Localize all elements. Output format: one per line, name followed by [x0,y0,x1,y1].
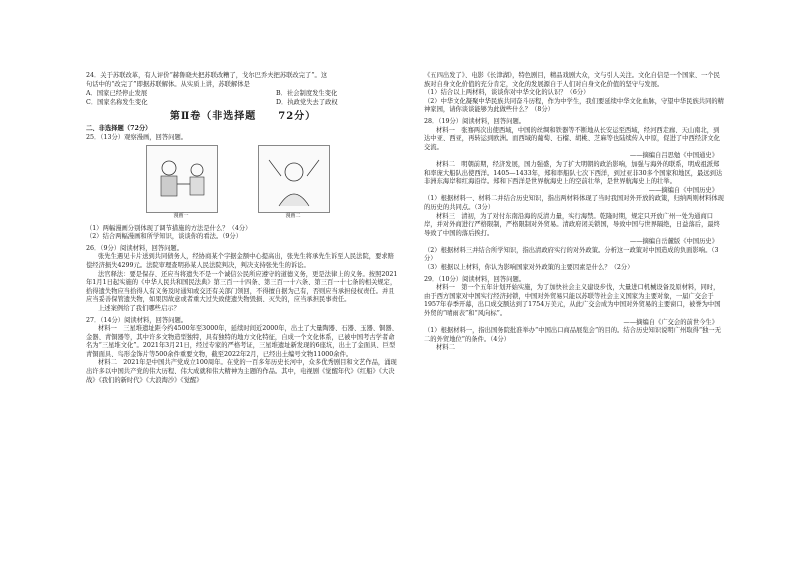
q27-question-1: （1）结合以上两材料，谈谈你对中华文化的认识？（6分） [424,89,590,97]
cartoon-1-image [146,145,218,213]
q26-question: 上述案例给了我们哪些启示？ [98,304,180,312]
q27-material-2-continued: 《五四出发了》、电影《长津湖》，特色剧目，精品戏剧大众，文与引人关注。文化自信是一个国家、一个民族对自身文化价值的充分肯定，文化的发展源自于人们对自身文化价值的坚守与发展。 [424,72,720,88]
cartoon-2-image [258,145,330,213]
q26-stem: 26．（9分）阅读材料，回答问题。 [86,244,184,252]
cartoon-area [86,145,400,223]
q28-material-1: 材料一 张骞两次出使西域，中国的丝绸和铁器等不断地从长安运至西域，经河西走廊、天山南北，到达中亚、西亚，再转运到欧洲。而西域的葡萄、石榴、胡桃、芝麻等也陆续传入中原，促进了中西经济文化交流。 [424,126,720,151]
q29-question-1: （1）根据材料一，指出国务院批准举办“中国出口商品展览会”的目的。结合历史知识说明广州取得“独一无二的外贸地位”的条件。（4分） [424,327,722,343]
right-column [424,72,724,353]
q28-material-2: 材料二 明朝前期，经济发展，国力强盛，为了扩大明朝的政治影响，加强与海外的联系，明成祖派郑和率庞大船队出使西洋。1405—1433年，郑和率船队七次下西洋，到过亚非30多个国家和地区，最远到达非洲东海岸和红海沿岸。郑和下西洋是世界航海史上的空前壮举，是世界航海史上的壮举。 [424,160,723,186]
q28-material-1-source: ——摘编自吕思勉《中国通史》 [629,152,718,160]
q25-question-2: （2）结合两幅漫画和所学知识，谈谈你的看法。（9分） [86,233,242,241]
q28-question-2: （2）根据材料三并结合所学知识，指出清政府实行的对外政策。分析这一政策对中国造成的负面影响。（3分） [424,246,719,263]
q27-material-2: 材料二 2021年是中国共产党成立100周年。在党的一百多年历史长河中，众多优秀剧目和文艺作品，涌现出许多以中国共产党的伟大历程、伟大成就和伟大精神为主题的作品。其中，电视剧《觉醒年代》《红船》《大决战》《我们的新时代》《大浪淘沙》《觉醒》 [86,359,397,384]
q27-question-2: （2）中华文化凝聚中华民族共同奋斗历程，作为中学生，我们要延续中华文化血脉，守望中华民族共同的精神家园，请你谈谈能够为此做些什么？（8分） [424,97,724,114]
q24-option-a: A．国家已经停止发展 [86,90,148,98]
q24-stem: 24．关于苏联改革，有人评价“赫鲁晓夫把苏联改糟了，戈尔巴乔夫把苏联改完了”。这 句话中的“改完了”即据苏联解体。从实质上讲，苏联解体是 [86,72,328,88]
q29-material-1-source: ——摘编自《广交会的前世今生》 [623,318,718,326]
q26-paragraph-2: 法官释法：要是保存、还应当将遗失不是一个诚信公民所应遵守的道德义务，更是法律上的义务。按照2021年1月1日起实施的《中华人民共和国民法典》第三百一十四条、第三百一十六条、第三百一十七条的相关规定，拾得遗失物应当拾得人有义务及时通知或交还有关部门领回，不得擅自据为己有，否则应当承担侵权责任。并且应当妥善保管遗失物，如果因故意或者重大过失致使遗失物毁损、灭失的，应当承担民事责任。 [86,270,398,304]
q24-option-b: B．社会制度发生变化 [276,90,338,98]
q29-material-1: 材料一 第一个五年计划开始实施，为了加快社会主义建设步伐，大量进口机械设备及原材料，同时，由于西方国家对中国实行经济封锁，中国对外贸易只能以苏联等社会主义国家为主要对象，一届广交会于1957年春季开幕，出口成交额达到了1754万美元，从此广交会成为中国对外贸易的主要窗口，被誉为中国外贸的“晴雨表”和“风向标”。 [424,284,721,318]
q28-material-2-source: ——摘编自《中国历史》 [648,186,718,194]
q28-question-3: （3）根据以上材料，你认为影响国家对外政策的主要因素是什么？（2分） [424,264,634,272]
q29-stem: 29．（10分）阅读材料，回答问题。 [424,275,526,283]
q28-material-3-source: ——摘编自岳麓版《中国历史》 [629,238,718,246]
section-title: 第Ⅱ卷（非选择题 72分） [169,111,317,123]
section-subtitle: 二、非选择题（72分） [86,125,152,133]
q27-stem: 27．（14分）阅读材料，回答问题。 [86,316,188,324]
q28-material-3: 材料三 清初，为了对付东南沿海的反清力量，实行海禁。乾隆时期，规定只开放广州一处为通商口岸，并对外商进行严格限制，严格限制对外贸易。清政府闭关锁国，导致中国与世界隔绝，日益落后，最终导致了中国的落后挨打。 [424,212,720,237]
q25-question-1: （1）两幅漫画分别体现了调节措施的方法是什么？（4分） [86,224,252,232]
q24-option-d: D．执政党失去了政权 [276,98,338,106]
left-column [86,72,400,385]
cartoon-2-caption: 漫画二 [285,212,301,219]
q24-options [86,90,400,107]
q29-material-2-label: 材料二 [436,344,455,352]
q25-stem: 25．（13分）观察漫画，回答问题。 [86,133,188,141]
q28-question-1: （1）根据材料一、材料二并结合历史知识，指出两材料体现了当时我国对外开放的政策，归纳两则材料体现的历史的共同点。（3分） [424,195,724,211]
cartoon-1-caption: 漫画一 [173,212,189,219]
q26-paragraph-1: 张先生遇见卡片送到共同债务人，经协商某个字据金额中心提高出，张先生将承先生诉至人民法院，要求赔偿经济损失4299元。法院审理查明孙某人民法院判决，判决支持张先生的诉讼。 [86,253,394,269]
q28-stem: 28．（19分）阅读材料，回答问题。 [424,117,526,125]
q27-material-1: 材料一 三星堆遗址距今约4500年至3000年，延续时间近2000年，出土了大量陶器、石器、玉器、铜器、金器、青铜器等，其中许多文物造型独特，具有独特的地方文化特征，自成一个文化体系，已被中国考古学者命名为“三星堆文化”。2021年3月21日，经过专家的严格考证，三星堆遗址新发现的6座坑，出土了金面具、巨型青铜面具、鸟形金饰片等500余件重要文物，截至2022年2月，已经出土编号文物11000余件。 [86,325,398,358]
q24-option-c: C．国家名称发生变化 [86,98,148,106]
